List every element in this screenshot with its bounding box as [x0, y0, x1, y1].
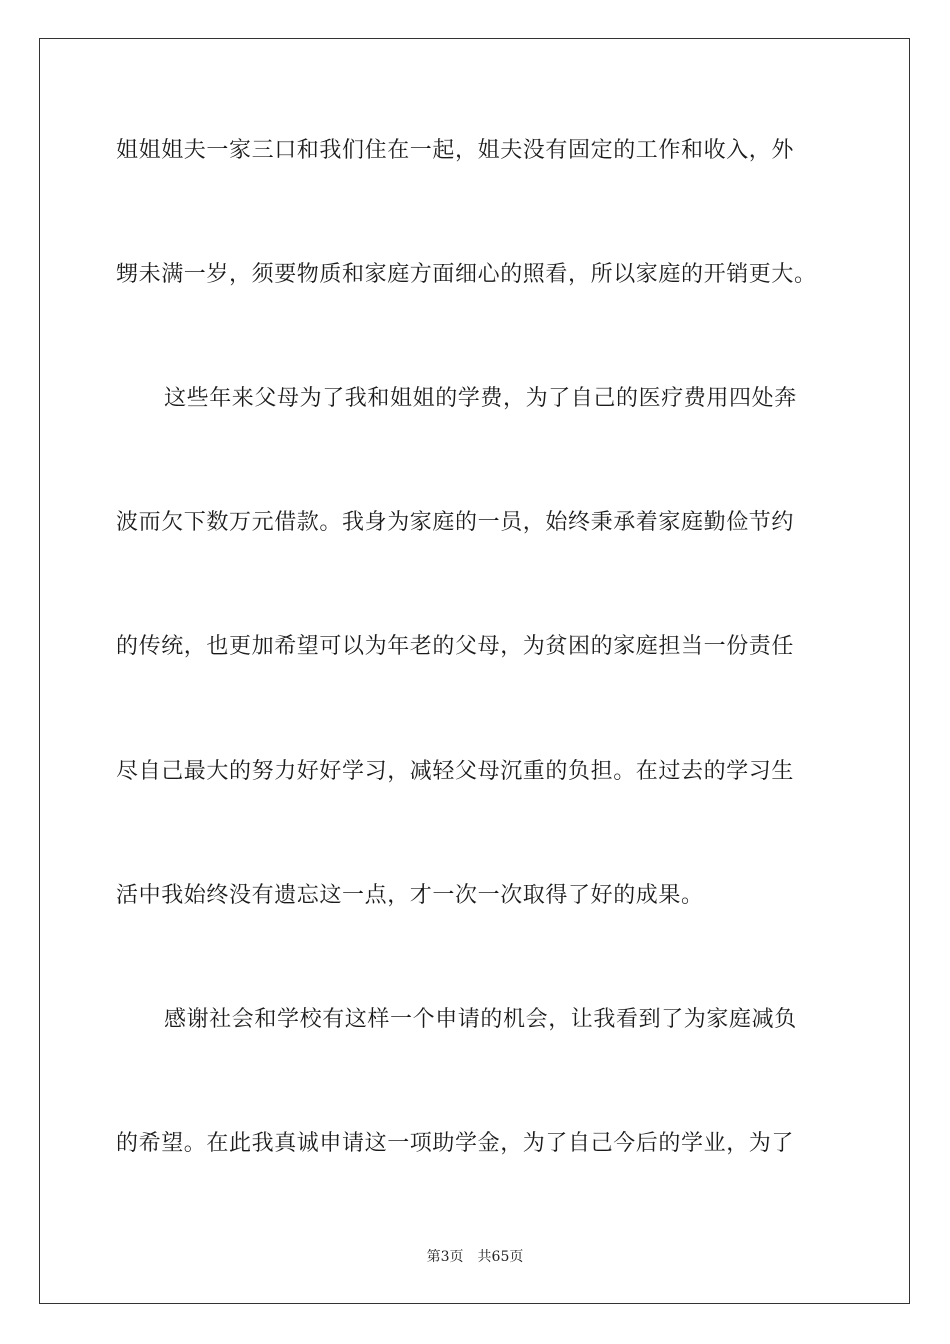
body-text-line: 波而欠下数万元借款。我身为家庭的一员，始终秉承着家庭勤俭节约 [116, 510, 795, 535]
body-text-line: 的希望。在此我真诚申请这一项助学金，为了自己今后的学业，为了 [116, 1131, 795, 1156]
body-text-line: 姐姐姐夫一家三口和我们住在一起，姐夫没有固定的工作和收入，外 [116, 138, 795, 163]
paragraph-start-line: 感谢社会和学校有这样一个申请的机会，让我看到了为家庭减负 [164, 1007, 797, 1032]
body-text-line: 活中我始终没有遗忘这一点，才一次一次取得了好的成果。 [116, 883, 704, 908]
body-text-line: 的传统，也更加希望可以为年老的父母，为贫困的家庭担当一份责任 [116, 634, 795, 659]
page-frame [39, 38, 910, 1304]
page-number: 第3页 [426, 1249, 464, 1265]
paragraph-start-line: 这些年来父母为了我和姐姐的学费，为了自己的医疗费用四处奔 [164, 386, 797, 411]
page-total: 共65页 [477, 1249, 524, 1265]
body-text-line: 尽自己最大的努力好好学习，减轻父母沉重的负担。在过去的学习生 [116, 759, 795, 784]
page-footer [0, 1248, 950, 1266]
body-text-line: 甥未满一岁，须要物质和家庭方面细心的照看，所以家庭的开销更大。 [116, 262, 817, 287]
